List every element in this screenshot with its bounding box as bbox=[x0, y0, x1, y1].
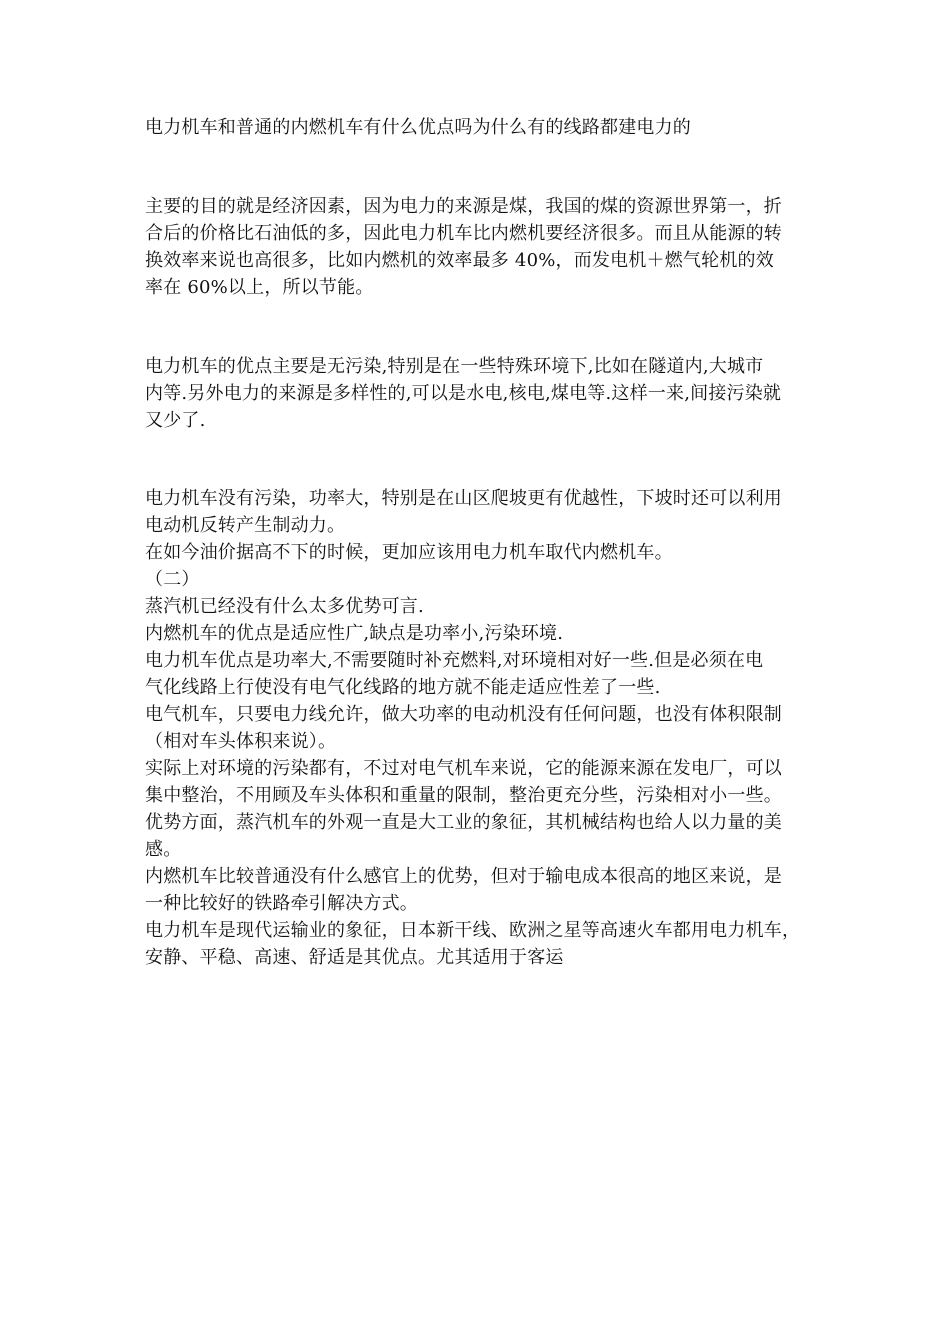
text-line: 又少了. bbox=[145, 410, 206, 431]
text-line: 电力机车优点是功率大,不需要随时补充燃料,对环境相对好一些.但是必须在电 bbox=[145, 650, 764, 671]
text-line: 电力机车没有污染，功率大，特别是在山区爬坡更有优越性，下坡时还可以利用 bbox=[145, 488, 782, 509]
text-line: 电力机车是现代运输业的象征，日本新干线、欧洲之星等高速火车都用电力机车， bbox=[145, 920, 801, 941]
text-line: 内燃机车的优点是适应性广,缺点是功率小,污染环境. bbox=[145, 623, 564, 644]
text-line: 安静、平稳、高速、舒适是其优点。尤其适用于客运 bbox=[145, 947, 564, 968]
text-line: 实际上对环境的污染都有，不过对电气机车来说，它的能源来源在发电厂，可以 bbox=[145, 758, 782, 779]
document-body bbox=[145, 114, 825, 971]
text-line: （相对车头体积来说）。 bbox=[145, 731, 337, 752]
paragraph-pollution bbox=[145, 353, 825, 434]
text-line: 内燃机车比较普通没有什么感官上的优势，但对于输电成本很高的地区来说，是 bbox=[145, 866, 782, 887]
paragraph-gap bbox=[145, 141, 825, 193]
text-line: 在如今油价据高不下的时候，更加应该用电力机车取代内燃机车。 bbox=[145, 542, 673, 563]
text-line: 一种比较好的铁路牵引解决方式。 bbox=[145, 893, 418, 914]
text-line: 主要的目的就是经济因素，因为电力的来源是煤，我国的煤的资源世界第一，折 bbox=[145, 196, 782, 217]
text-line: 感。 bbox=[145, 839, 182, 860]
text-line: 电动机反转产生制动力。 bbox=[145, 515, 346, 536]
text-line: 电力机车的优点主要是无污染,特别是在一些特殊环境下,比如在隧道内,大城市 bbox=[145, 356, 764, 377]
paragraph-gap bbox=[145, 301, 825, 353]
text-line: 集中整治，不用顾及车头体积和重量的限制，整治更充分些，污染相对小一些。 bbox=[145, 785, 782, 806]
text-line: 内等.另外电力的来源是多样性的,可以是水电,核电,煤电等.这样一来,间接污染就 bbox=[145, 383, 782, 404]
text-line: 电气机车，只要电力线允许，做大功率的电动机没有任何问题，也没有体积限制 bbox=[145, 704, 782, 725]
paragraph-gap bbox=[145, 434, 825, 485]
paragraph-economics bbox=[145, 193, 825, 301]
text-line: 优势方面，蒸汽机车的外观一直是大工业的象征，其机械结构也给人以力量的美 bbox=[145, 812, 782, 833]
text-line: 换效率来说也高很多，比如内燃机的效率最多 40%，而发电机＋燃气轮机的效 bbox=[145, 250, 774, 271]
paragraph-comparison bbox=[145, 485, 825, 971]
section-heading-two: （二） bbox=[145, 569, 200, 590]
text-line: 合后的价格比石油低的多，因此电力机车比内燃机要经济很多。而且从能源的转 bbox=[145, 223, 782, 244]
text-line: 率在 60%以上，所以节能。 bbox=[145, 277, 374, 298]
text-line: 蒸汽机已经没有什么太多优势可言. bbox=[145, 596, 424, 617]
text-line: 气化线路上行使没有电气化线路的地方就不能走适应性差了一些. bbox=[145, 677, 661, 698]
document-title: 电力机车和普通的内燃机车有什么优点吗为什么有的线路都建电力的 bbox=[145, 117, 691, 138]
